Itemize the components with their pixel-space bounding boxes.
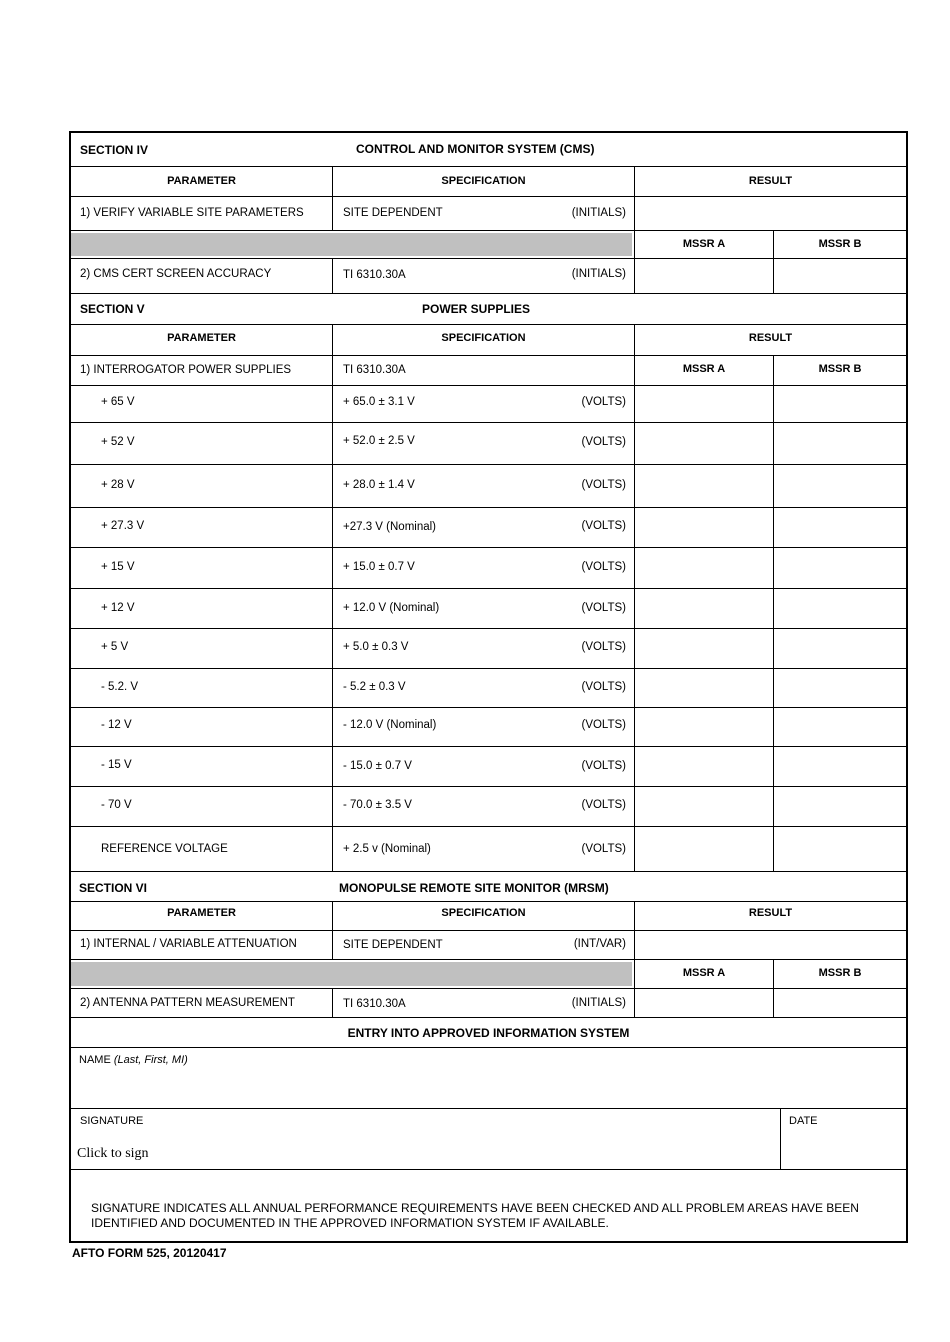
specification-text: TI 6310.30A <box>343 269 406 281</box>
parameter-text: 2) ANTENNA PATTERN MEASUREMENT <box>80 997 295 1009</box>
specification-text: + 12.0 V (Nominal) <box>343 602 440 614</box>
result-header: RESULT <box>748 175 793 187</box>
parameter-text: REFERENCE VOLTAGE <box>101 843 228 855</box>
mssr-a-header: MSSR A <box>682 967 726 979</box>
mssr-a-input[interactable] <box>634 669 773 707</box>
parameter-text: + 28 V <box>101 479 135 491</box>
parameter-text: 1) VERIFY VARIABLE SITE PARAMETERS <box>80 207 304 219</box>
section-label: SECTION IV <box>80 143 149 157</box>
specification-text: + 2.5 v (Nominal) <box>343 843 431 855</box>
section-title: POWER SUPPLIES <box>422 302 531 316</box>
unit-label: (INITIALS) <box>571 997 626 1009</box>
column-header-row <box>71 324 906 355</box>
statement-line-1: SIGNATURE INDICATES ALL ANNUAL PERFORMANCE REQUIREMENTS HAVE BEEN CHECKED AND ALL PROBLEM AREAS HAVE BEEN <box>91 1201 859 1215</box>
unit-label: (VOLTS) <box>581 561 626 573</box>
entry-title: ENTRY INTO APPROVED INFORMATION SYSTEM <box>347 1026 630 1040</box>
mssr-a-input[interactable] <box>634 548 773 588</box>
specification-text: + 5.0 ± 0.3 V <box>343 641 409 653</box>
mssr-b-header: MSSR B <box>818 363 862 375</box>
mssr-b-input[interactable] <box>773 827 906 871</box>
click-to-sign-button[interactable]: Click to sign <box>77 1146 149 1161</box>
table-row <box>71 988 906 1017</box>
mssr-a-input[interactable] <box>634 629 773 668</box>
date-field[interactable] <box>780 1109 906 1169</box>
mssr-a-input[interactable] <box>634 465 773 507</box>
mssr-b-input[interactable] <box>773 629 906 668</box>
unit-label: (VOLTS) <box>581 641 626 653</box>
unit-label: (VOLTS) <box>581 760 626 772</box>
unit-label: (VOLTS) <box>581 843 626 855</box>
unit-label: (VOLTS) <box>581 520 626 532</box>
parameter-header: PARAMETER <box>167 907 236 919</box>
specification-text: + 52.0 ± 2.5 V <box>343 435 415 447</box>
voltage-row <box>71 385 906 422</box>
unit-label: (VOLTS) <box>581 436 626 448</box>
group-row <box>71 355 906 385</box>
name-hint: (Last, First, MI) <box>113 1054 188 1066</box>
parameter-header: PARAMETER <box>167 175 236 187</box>
section-title: CONTROL AND MONITOR SYSTEM (CMS) <box>356 142 595 156</box>
section-label: SECTION VI <box>79 881 148 895</box>
section-title: MONOPULSE REMOTE SITE MONITOR (MRSM) <box>339 881 609 895</box>
parameter-text: + 52 V <box>101 436 135 448</box>
voltage-row <box>71 786 906 826</box>
specification-text: + 65.0 ± 3.1 V <box>343 396 415 408</box>
voltage-row <box>71 547 906 588</box>
mssr-b-header: MSSR B <box>818 967 862 979</box>
parameter-text: + 5 V <box>101 641 129 653</box>
parameter-text: + 65 V <box>101 396 135 408</box>
voltage-row <box>71 507 906 547</box>
mssr-a-input[interactable] <box>634 708 773 746</box>
specification-text: - 15.0 ± 0.7 V <box>343 760 412 772</box>
parameter-text: - 5.2. V <box>101 681 139 693</box>
mssr-a-input[interactable] <box>634 747 773 786</box>
name-label: NAME (Last, First, MI) <box>79 1054 188 1066</box>
voltage-row <box>71 464 906 507</box>
unit-label: (INITIALS) <box>571 268 626 280</box>
mssr-b-input[interactable] <box>773 423 906 464</box>
mssr-a-input[interactable] <box>634 827 773 871</box>
unit-label: (VOLTS) <box>581 681 626 693</box>
result-header: RESULT <box>748 907 793 919</box>
afto-form-525 <box>69 131 908 1243</box>
mssr-a-header: MSSR A <box>682 238 726 250</box>
specification-text: + 28.0 ± 1.4 V <box>343 479 415 491</box>
section-iv-header <box>71 133 906 166</box>
specification-text: +27.3 V (Nominal) <box>343 521 436 533</box>
parameter-text: - 70 V <box>101 799 132 811</box>
parameter-text: - 15 V <box>101 759 132 771</box>
mssr-b-input[interactable] <box>773 508 906 547</box>
unit-label: (VOLTS) <box>581 602 626 614</box>
mssr-a-input[interactable] <box>634 508 773 547</box>
mssr-b-input[interactable] <box>773 989 906 1017</box>
entry-header <box>71 1017 906 1047</box>
mssr-b-input[interactable] <box>773 386 906 422</box>
name-field[interactable] <box>71 1047 906 1108</box>
mssr-a-input[interactable] <box>634 989 773 1017</box>
certification-statement <box>71 1169 906 1241</box>
voltage-row <box>71 746 906 786</box>
unit-label: (INITIALS) <box>571 207 626 219</box>
specification-text: - 12.0 V (Nominal) <box>343 719 437 731</box>
parameter-text: + 12 V <box>101 602 135 614</box>
specification-text: + 15.0 ± 0.7 V <box>343 561 415 573</box>
specification-text: SITE DEPENDENT <box>343 939 443 951</box>
mssr-b-header: MSSR B <box>818 238 862 250</box>
shaded-divider <box>71 962 632 986</box>
mssr-a-input[interactable] <box>634 259 773 293</box>
mssr-b-input[interactable] <box>773 669 906 707</box>
specification-text: - 5.2 ± 0.3 V <box>343 681 406 693</box>
specification-header: SPECIFICATION <box>441 907 526 919</box>
voltage-row <box>71 422 906 464</box>
specification-text: - 70.0 ± 3.5 V <box>343 799 412 811</box>
column-header-row <box>71 166 906 196</box>
statement-line-2: IDENTIFIED AND DOCUMENTED IN THE APPROVED INFORMATION SYSTEM IF AVAILABLE. <box>91 1216 609 1230</box>
signature-label: SIGNATURE <box>80 1115 144 1127</box>
mssr-a-input[interactable] <box>634 423 773 464</box>
voltage-row <box>71 707 906 746</box>
parameter-text: + 15 V <box>101 561 135 573</box>
table-row <box>71 258 906 293</box>
specification-header: SPECIFICATION <box>441 332 526 344</box>
mssr-header-row <box>71 959 906 988</box>
parameter-text: 1) INTERROGATOR POWER SUPPLIES <box>80 364 292 376</box>
form-number: AFTO FORM 525, 20120417 <box>72 1246 227 1260</box>
date-label: DATE <box>789 1115 818 1127</box>
voltage-row <box>71 826 906 871</box>
mssr-a-input[interactable] <box>634 787 773 826</box>
specification-text: TI 6310.30A <box>343 998 406 1010</box>
parameter-text: 2) CMS CERT SCREEN ACCURACY <box>80 268 272 280</box>
table-row <box>71 930 906 959</box>
column-header-row <box>71 901 906 930</box>
mssr-b-input[interactable] <box>773 548 906 588</box>
parameter-text: 1) INTERNAL / VARIABLE ATTENUATION <box>80 938 297 950</box>
signature-field[interactable] <box>71 1109 780 1169</box>
unit-label: (INT/VAR) <box>573 938 626 950</box>
result-input[interactable] <box>634 931 906 959</box>
specification-header: SPECIFICATION <box>441 175 526 187</box>
result-input[interactable] <box>634 197 906 230</box>
specification-text: SITE DEPENDENT <box>343 207 443 219</box>
mssr-b-input[interactable] <box>773 589 906 628</box>
mssr-a-input[interactable] <box>634 589 773 628</box>
mssr-b-input[interactable] <box>773 259 906 293</box>
mssr-b-input[interactable] <box>773 787 906 826</box>
voltage-row <box>71 588 906 628</box>
specification-text: TI 6310.30A <box>343 364 406 376</box>
voltage-row <box>71 628 906 668</box>
unit-label: (VOLTS) <box>581 479 626 491</box>
unit-label: (VOLTS) <box>581 799 626 811</box>
mssr-a-input[interactable] <box>634 386 773 422</box>
mssr-a-header: MSSR A <box>682 363 726 375</box>
mssr-b-input[interactable] <box>773 747 906 786</box>
mssr-b-input[interactable] <box>773 465 906 507</box>
parameter-text: + 27.3 V <box>101 520 145 532</box>
signature-row <box>71 1108 906 1169</box>
mssr-b-input[interactable] <box>773 708 906 746</box>
result-header: RESULT <box>748 332 793 344</box>
shaded-divider <box>71 233 632 256</box>
unit-label: (VOLTS) <box>581 719 626 731</box>
voltage-row <box>71 668 906 707</box>
parameter-header: PARAMETER <box>167 332 236 344</box>
section-vi-header <box>71 871 906 901</box>
unit-label: (VOLTS) <box>581 396 626 408</box>
section-v-header <box>71 293 906 324</box>
mssr-header-row <box>71 230 906 258</box>
parameter-text: - 12 V <box>101 719 132 731</box>
section-label: SECTION V <box>80 302 145 316</box>
table-row <box>71 196 906 230</box>
